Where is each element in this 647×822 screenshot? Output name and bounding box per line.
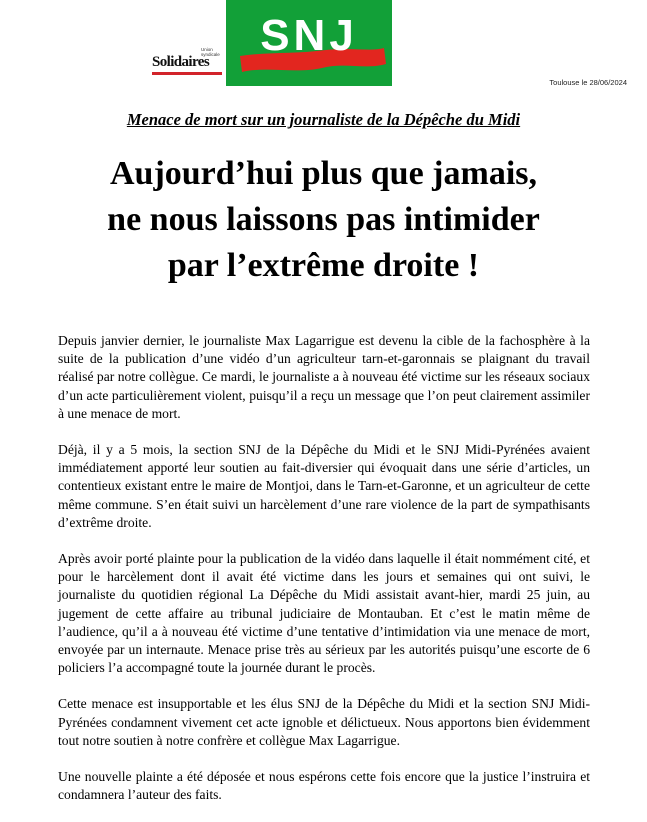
solidaires-wordmark: Solidaires: [152, 54, 210, 70]
paragraph-3: Après avoir porté plainte pour la publication de la vidéo dans laquelle il était nommément cité, et pour le harcèlement dont il avait été victime dans les jours et semaines qui ont suivi, le journaliste du quotidien régional La Dépêche du Midi assistait avant-hier, mardi 25 juin, au jugement de cette affaire au tribunal judiciaire de Montauban. Et c’est le matin même de l’audience, qu’il a à nouveau été victime d’une tentative d’intimidation via une menace de mort, envoyée par un internaute. Menace prise très au sérieux par les autorités puisqu’une escorte de 6 policiers l’a accompagné toute la journée durant le procès.: [58, 551, 590, 676]
paragraph-4: Cette menace est insupportable et les élus SNJ de la Dépêche du Midi et la section SNJ Midi-Pyrénées condamnent vivement cet acte ignoble et délictueux. Nous apportons bien évidemment tout notre soutien à notre confrère et collègue Max Lagarrigue.: [58, 696, 590, 748]
paragraph-2: Déjà, il y a 5 mois, la section SNJ de la Dépêche du Midi et le SNJ Midi-Pyrénées avaient immédiatement apporté leur soutien au fait-diversier qui évoquait dans une série d’articles, un contentieux existant entre le maire de Montjoi, dans le Tarn-et-Garonne, et un agriculteur de cette même commune. S’en était suivi un harcèlement d’une rare violence de la part de sympathisants d’extrême droite.: [58, 442, 590, 530]
headline-line-2: ne nous laissons pas intimider: [107, 201, 540, 238]
headline-line-1: Aujourd’hui plus que jamais,: [109, 155, 537, 192]
solidaires-union-line-2: syndicale: [201, 52, 220, 57]
document-date: Toulouse le 28/06/2024: [549, 78, 627, 87]
snj-logo: [226, 0, 392, 86]
solidaires-logo: [150, 44, 224, 76]
snj-logo-text: SNJ: [260, 11, 358, 60]
article-body: [58, 332, 590, 822]
solidaires-underline: [152, 72, 222, 75]
article-headline: [0, 151, 647, 289]
paragraph-1: Depuis janvier dernier, le journaliste Max Lagarrigue est devenu la cible de la fachosphère à la suite de la publication d’une vidéo d’un agriculteur tarn-et-garonnais se plaignant du travail réalisé par notre collègue. Ce mardi, le journaliste a à nouveau été victime sur les réseaux sociaux d’un acte particulièrement violent, puisqu’il a reçu un message que l’on peut clairement assimiler à une menace de mort.: [58, 333, 590, 421]
snj-logo-graphic: [226, 0, 392, 86]
headline-line-3: par l’extrême droite !: [167, 247, 480, 284]
solidaires-union-line-1: Union: [201, 47, 213, 52]
article-subtitle: Menace de mort sur un journaliste de la Dépêche du Midi: [126, 110, 521, 129]
paragraph-5: Une nouvelle plainte a été déposée et nous espérons cette fois encore que la justice l’instruira et condamnera l’auteur des faits.: [58, 769, 590, 803]
